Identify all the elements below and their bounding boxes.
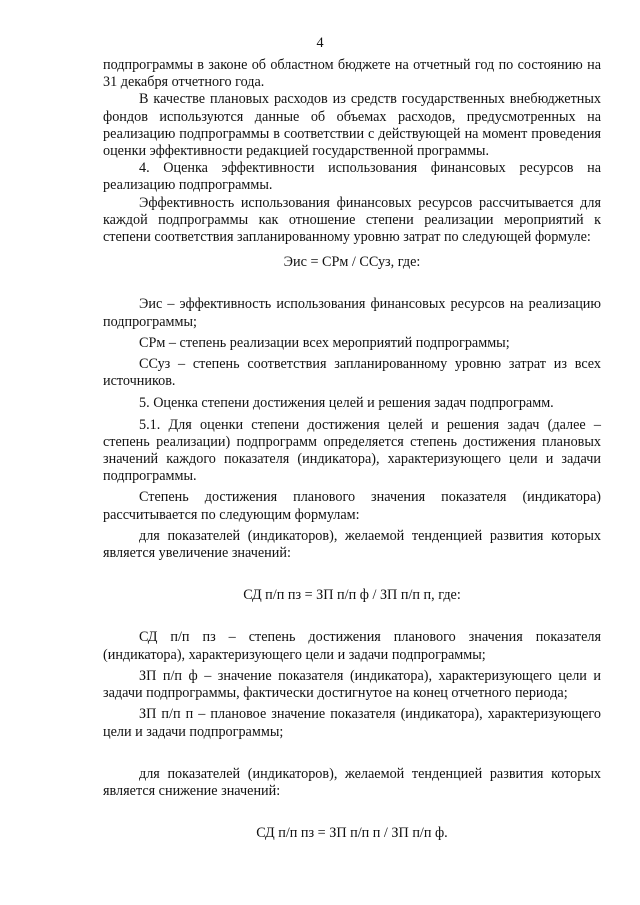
formula-efficiency: Эис = СРм / ССуз, где:	[283, 254, 421, 271]
paragraph-formulas-intro: Степень достижения планового значения показателя (индикатора) рассчитывается по следующим формулам:	[103, 489, 601, 523]
page-number: 4	[316, 35, 324, 51]
definition-sd: СД п/п пз – степень достижения планового значения показателя (индикатора), характеризующего цели и задачи подпрограммы;	[103, 629, 601, 663]
definition-eis: Эис – эффективность использования финансовых ресурсов на реализацию подпрограммы;	[103, 296, 601, 330]
paragraph-continuation: подпрограммы в законе об областном бюджете на отчетный год по состоянию на 31 декабря отчетного года.	[103, 57, 601, 91]
section-heading-4: 4. Оценка эффективности использования финансовых ресурсов на реализацию подпрограммы.	[103, 160, 601, 194]
definition-srm: СРм – степень реализации всех мероприятий подпрограммы;	[139, 334, 510, 351]
definition-ssuz: ССуз – степень соответствия запланированному уровню затрат из всех источников.	[103, 356, 601, 390]
formula-increase: СД п/п пз = ЗП п/п ф / ЗП п/п п, где:	[243, 587, 461, 604]
paragraph-5-1: 5.1. Для оценки степени достижения целей и решения задач (далее – степень реализации) подпрограмм определяется степень достижения плановых значений каждого показателя (индикатора), характеризующего цели и задачи подпрограммы.	[103, 416, 601, 485]
paragraph-planned-expenses: В качестве плановых расходов из средств государственных внебюджетных фондов используются данные об объемах расходов, предусмотренных на реализацию подпрограммы в соответствии с действующей на момент проведения оценки эффективности редакцией государственной программы.	[103, 91, 601, 160]
formula-decrease: СД п/п пз = ЗП п/п п / ЗП п/п ф.	[256, 825, 448, 842]
definition-zp-plan: ЗП п/п п – плановое значение показателя (индикатора), характеризующего цели и задачи подпрограммы;	[103, 706, 601, 740]
paragraph-increase-indicators: для показателей (индикаторов), желаемой тенденцией развития которых является увеличение значений:	[103, 527, 601, 562]
paragraph-decrease-indicators: для показателей (индикаторов), желаемой тенденцией развития которых является снижение значений:	[103, 765, 601, 799]
section-heading-5: 5. Оценка степени достижения целей и решения задач подпрограмм.	[139, 395, 554, 412]
document-body	[103, 57, 601, 842]
paragraph-efficiency-definition: Эффективность использования финансовых ресурсов рассчитывается для каждой подпрограммы как отношение степени реализации мероприятий к степени соответствия запланированному уровню затрат по следующей формуле:	[103, 194, 601, 246]
definition-zp-fact: ЗП п/п ф – значение показателя (индикатора), характеризующего цели и задачи подпрограммы, фактически достигнутое на конец отчетного периода;	[103, 667, 601, 702]
